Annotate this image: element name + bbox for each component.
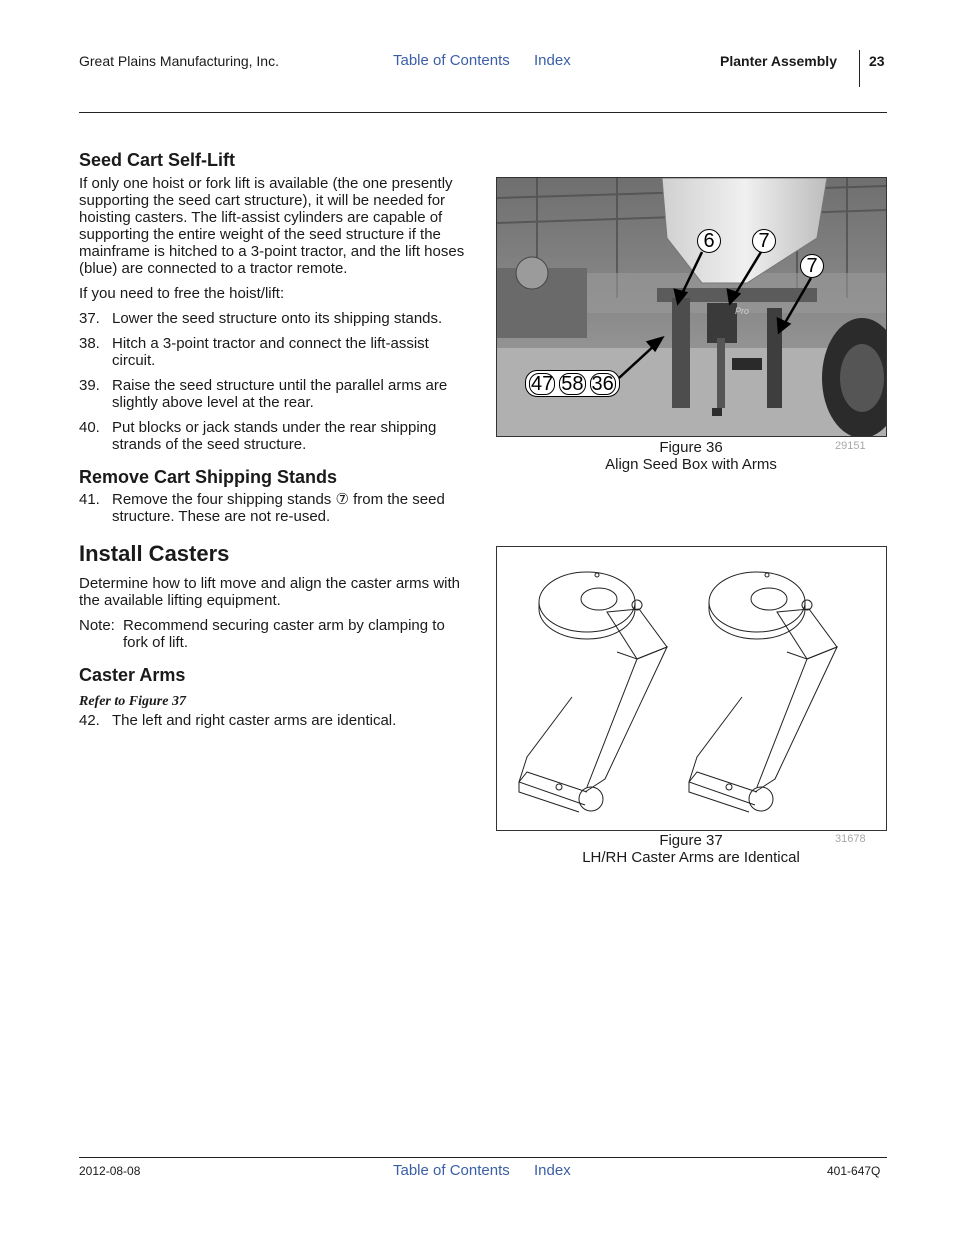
hoist-intro: If you need to free the hoist/lift: — [79, 285, 285, 302]
right-caster-arm — [689, 572, 837, 812]
note — [79, 617, 471, 651]
figure-36-number: 29151 — [835, 440, 866, 452]
list-item — [79, 419, 471, 453]
caster-arms-illustration — [497, 547, 886, 830]
callout-47: 47 — [531, 372, 554, 395]
list-item — [79, 712, 471, 729]
list-item — [79, 335, 471, 369]
callout-58: 58 — [561, 372, 584, 395]
list-item — [79, 310, 471, 327]
seed-cart-paragraph: If only one hoist or fork lift is available (the one presently supporting the seed cart structure), it will be needed for hoisting casters. The lift-assist cylinders are capable of supporting the entire weight of the seed structure if the mainframe is hitched to a 3-point tractor, and the lift hoses (blue) are connected to a tractor remote. — [79, 175, 465, 277]
step-number: 42. — [79, 712, 100, 729]
figure-36-photo — [496, 177, 887, 437]
install-casters-heading: Install Casters — [79, 541, 230, 566]
figure-37-drawing — [496, 546, 887, 831]
callout-7: 7 — [800, 254, 824, 278]
step-number: 37. — [79, 310, 100, 327]
step-number: 39. — [79, 377, 100, 394]
left-caster-arm — [519, 572, 667, 812]
callout-6: 6 — [697, 229, 721, 253]
company-name: Great Plains Manufacturing, Inc. — [79, 53, 279, 69]
figure-36-caption: Align Seed Box with Arms — [605, 456, 777, 473]
step-text: Raise the seed structure until the parallel arms are slightly above level at the rear. — [112, 377, 448, 411]
figure-36-label: Figure 36 — [659, 439, 723, 456]
caster-arms-heading: Caster Arms — [79, 665, 186, 685]
footer-index-link[interactable]: Index — [534, 1162, 571, 1179]
figure-37-caption: LH/RH Caster Arms are Identical — [582, 849, 800, 866]
figure-37-label: Figure 37 — [659, 832, 723, 849]
step-number: 41. — [79, 491, 100, 508]
footer-doc-number: 401-647Q — [827, 1164, 881, 1178]
page-number: 23 — [869, 53, 885, 69]
callout-36: 36 — [591, 372, 614, 395]
step-number: 38. — [79, 335, 100, 352]
note-label: Note: — [79, 617, 115, 634]
step-text: The left and right caster arms are identical. — [112, 712, 397, 729]
note-text: Recommend securing caster arm by clamping to fork of lift. — [123, 617, 445, 651]
casters-paragraph: Determine how to lift move and align the caster arms with the available lifting equipment. — [79, 575, 460, 609]
step-text: Hitch a 3-point tractor and connect the lift-assist circuit. — [112, 335, 429, 369]
figure-37-number: 31678 — [835, 833, 866, 845]
shipping-heading: Remove Cart Shipping Stands — [79, 467, 338, 487]
figure-reference: Refer to Figure 37 — [79, 694, 186, 709]
seed-box-photo-illustration — [497, 178, 886, 436]
header-index-link[interactable]: Index — [534, 52, 571, 69]
pro-sticker-text: Pro — [735, 306, 750, 316]
list-item — [79, 377, 471, 411]
footer-date: 2012-08-08 — [79, 1164, 141, 1178]
footer-toc-link[interactable]: Table of Contents — [393, 1162, 510, 1179]
footer-rule — [79, 1157, 887, 1158]
header-divider — [859, 50, 860, 87]
step-number: 40. — [79, 419, 100, 436]
step-text: Remove the four shipping stands ⑦ from the seed structure. These are not re-used. — [112, 491, 445, 525]
step-text: Put blocks or jack stands under the rear shipping strands of the seed structure. — [112, 419, 437, 453]
callout-group — [525, 370, 620, 397]
callout-7: 7 — [752, 229, 776, 253]
seed-cart-heading: Seed Cart Self-Lift — [79, 150, 236, 170]
section-title: Planter Assembly — [720, 53, 837, 69]
header-rule — [79, 112, 887, 113]
list-item — [79, 491, 471, 525]
header-toc-link[interactable]: Table of Contents — [393, 52, 510, 69]
step-text: Lower the seed structure onto its shipping stands. — [112, 310, 443, 327]
